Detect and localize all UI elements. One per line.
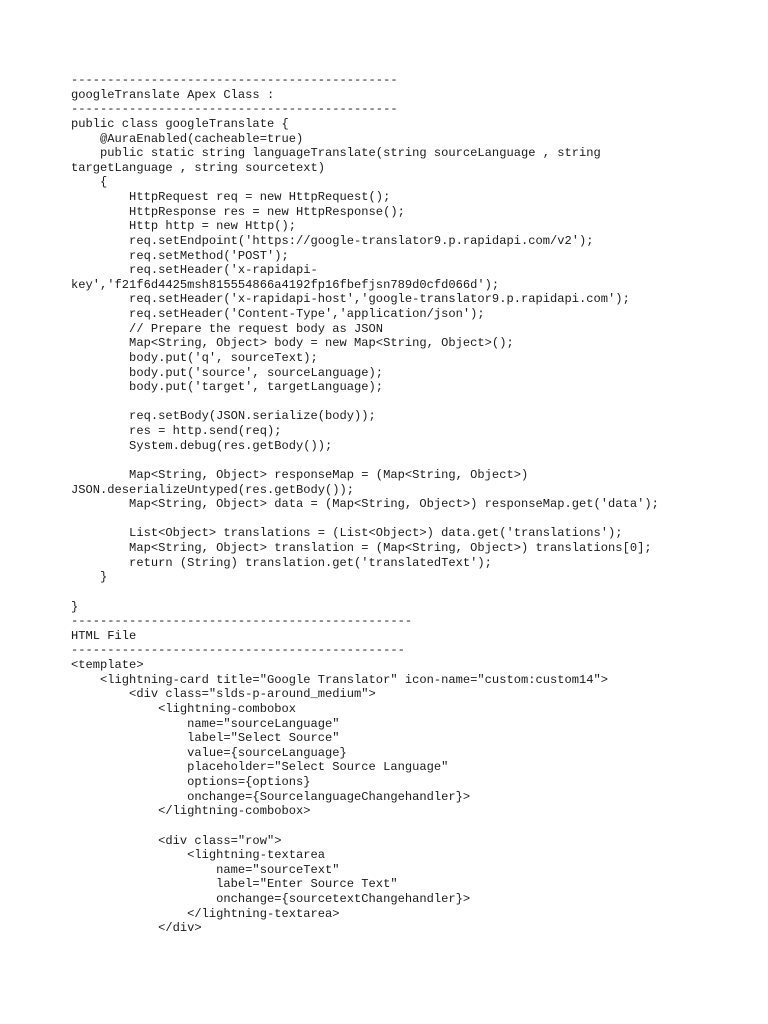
code-line: ----------------------------------------------- bbox=[71, 614, 413, 629]
code-line: req.setHeader('x-rapidapi-host','google-translator9.p.rapidapi.com'); bbox=[71, 292, 630, 307]
code-line: } bbox=[71, 570, 108, 585]
code-line: System.debug(res.getBody()); bbox=[71, 438, 333, 453]
code-line: Http http = new Http(); bbox=[71, 219, 296, 234]
code-line: <lightning-card title="Google Translator" icon-name="custom:custom14"> bbox=[71, 672, 609, 687]
code-line: HttpResponse res = new HttpResponse(); bbox=[71, 204, 405, 219]
code-line: body.put('target', targetLanguage); bbox=[71, 380, 384, 395]
code-line: onchange={sourcetextChangehandler}> bbox=[71, 892, 471, 906]
code-line: name="sourceText" bbox=[71, 862, 340, 877]
code-line: </div> bbox=[71, 921, 202, 936]
code-line: <div class="row"> bbox=[71, 833, 282, 848]
code-line: JSON.deserializeUntyped(res.getBody()); bbox=[71, 482, 355, 497]
code-line: req.setHeader('x-rapidapi- bbox=[71, 263, 318, 278]
code-line: value={sourceLanguage} bbox=[71, 745, 347, 760]
code-listing bbox=[71, 73, 659, 936]
code-line bbox=[71, 819, 659, 834]
code-line: <lightning-textarea bbox=[71, 848, 326, 863]
code-line: @AuraEnabled(cacheable=true) bbox=[71, 131, 304, 146]
code-line: { bbox=[71, 175, 108, 190]
code-line: key','f21f6d4425msh815554866a4192fp16fbefjsn789d0cfd066d'); bbox=[71, 277, 500, 292]
code-line: <template> bbox=[71, 658, 144, 672]
code-line: --------------------------------------------- bbox=[71, 73, 398, 87]
code-line: req.setEndpoint('https://google-translator9.p.rapidapi.com/v2'); bbox=[71, 233, 594, 248]
code-line: body.put('q', sourceText); bbox=[71, 350, 318, 365]
code-line: label="Select Source" bbox=[71, 731, 340, 746]
code-line: public static string languageTranslate(string sourceLanguage , string bbox=[71, 146, 601, 161]
code-line: Map<String, Object> data = (Map<String, Object>) responseMap.get('data'); bbox=[71, 497, 659, 512]
code-line: req.setMethod('POST'); bbox=[71, 248, 289, 263]
code-line: targetLanguage , string sourcetext) bbox=[71, 160, 326, 175]
code-line: Map<String, Object> body = new Map<String, Object>(); bbox=[71, 336, 514, 351]
code-line: options={options} bbox=[71, 775, 311, 789]
code-line: return (String) translation.get('translatedText'); bbox=[71, 555, 492, 570]
code-line bbox=[71, 585, 659, 600]
code-line bbox=[71, 395, 659, 410]
code-line: res = http.send(req); bbox=[71, 424, 282, 438]
code-line: googleTranslate Apex Class : bbox=[71, 87, 275, 102]
code-line: <div class="slds-p-around_medium"> bbox=[71, 687, 376, 702]
code-line: } bbox=[71, 599, 79, 614]
code-line bbox=[71, 453, 659, 468]
code-line: public class googleTranslate { bbox=[71, 116, 289, 131]
code-line: </lightning-textarea> bbox=[71, 906, 340, 921]
code-line: </lightning-combobox> bbox=[71, 804, 311, 819]
code-line: onchange={SourcelanguageChangehandler}> bbox=[71, 789, 471, 804]
code-line: List<Object> translations = (List<Object>) data.get('translations'); bbox=[71, 526, 623, 541]
code-line: HTML File bbox=[71, 628, 137, 643]
code-line: <lightning-combobox bbox=[71, 701, 296, 716]
code-line: // Prepare the request body as JSON bbox=[71, 321, 384, 336]
code-line: ---------------------------------------------- bbox=[71, 643, 405, 658]
code-line bbox=[71, 512, 659, 527]
code-line: body.put('source', sourceLanguage); bbox=[71, 365, 384, 380]
code-line: name="sourceLanguage" bbox=[71, 716, 340, 731]
code-line: HttpRequest req = new HttpRequest(); bbox=[71, 190, 391, 204]
code-line: placeholder="Select Source Language" bbox=[71, 760, 449, 775]
code-line: Map<String, Object> translation = (Map<String, Object>) translations[0]; bbox=[71, 541, 652, 555]
code-line: --------------------------------------------- bbox=[71, 102, 398, 117]
code-line: req.setHeader('Content-Type','application/json'); bbox=[71, 307, 485, 321]
code-line: Map<String, Object> responseMap = (Map<String, Object>) bbox=[71, 467, 529, 482]
code-line: label="Enter Source Text" bbox=[71, 877, 398, 892]
code-line: req.setBody(JSON.serialize(body)); bbox=[71, 409, 376, 424]
